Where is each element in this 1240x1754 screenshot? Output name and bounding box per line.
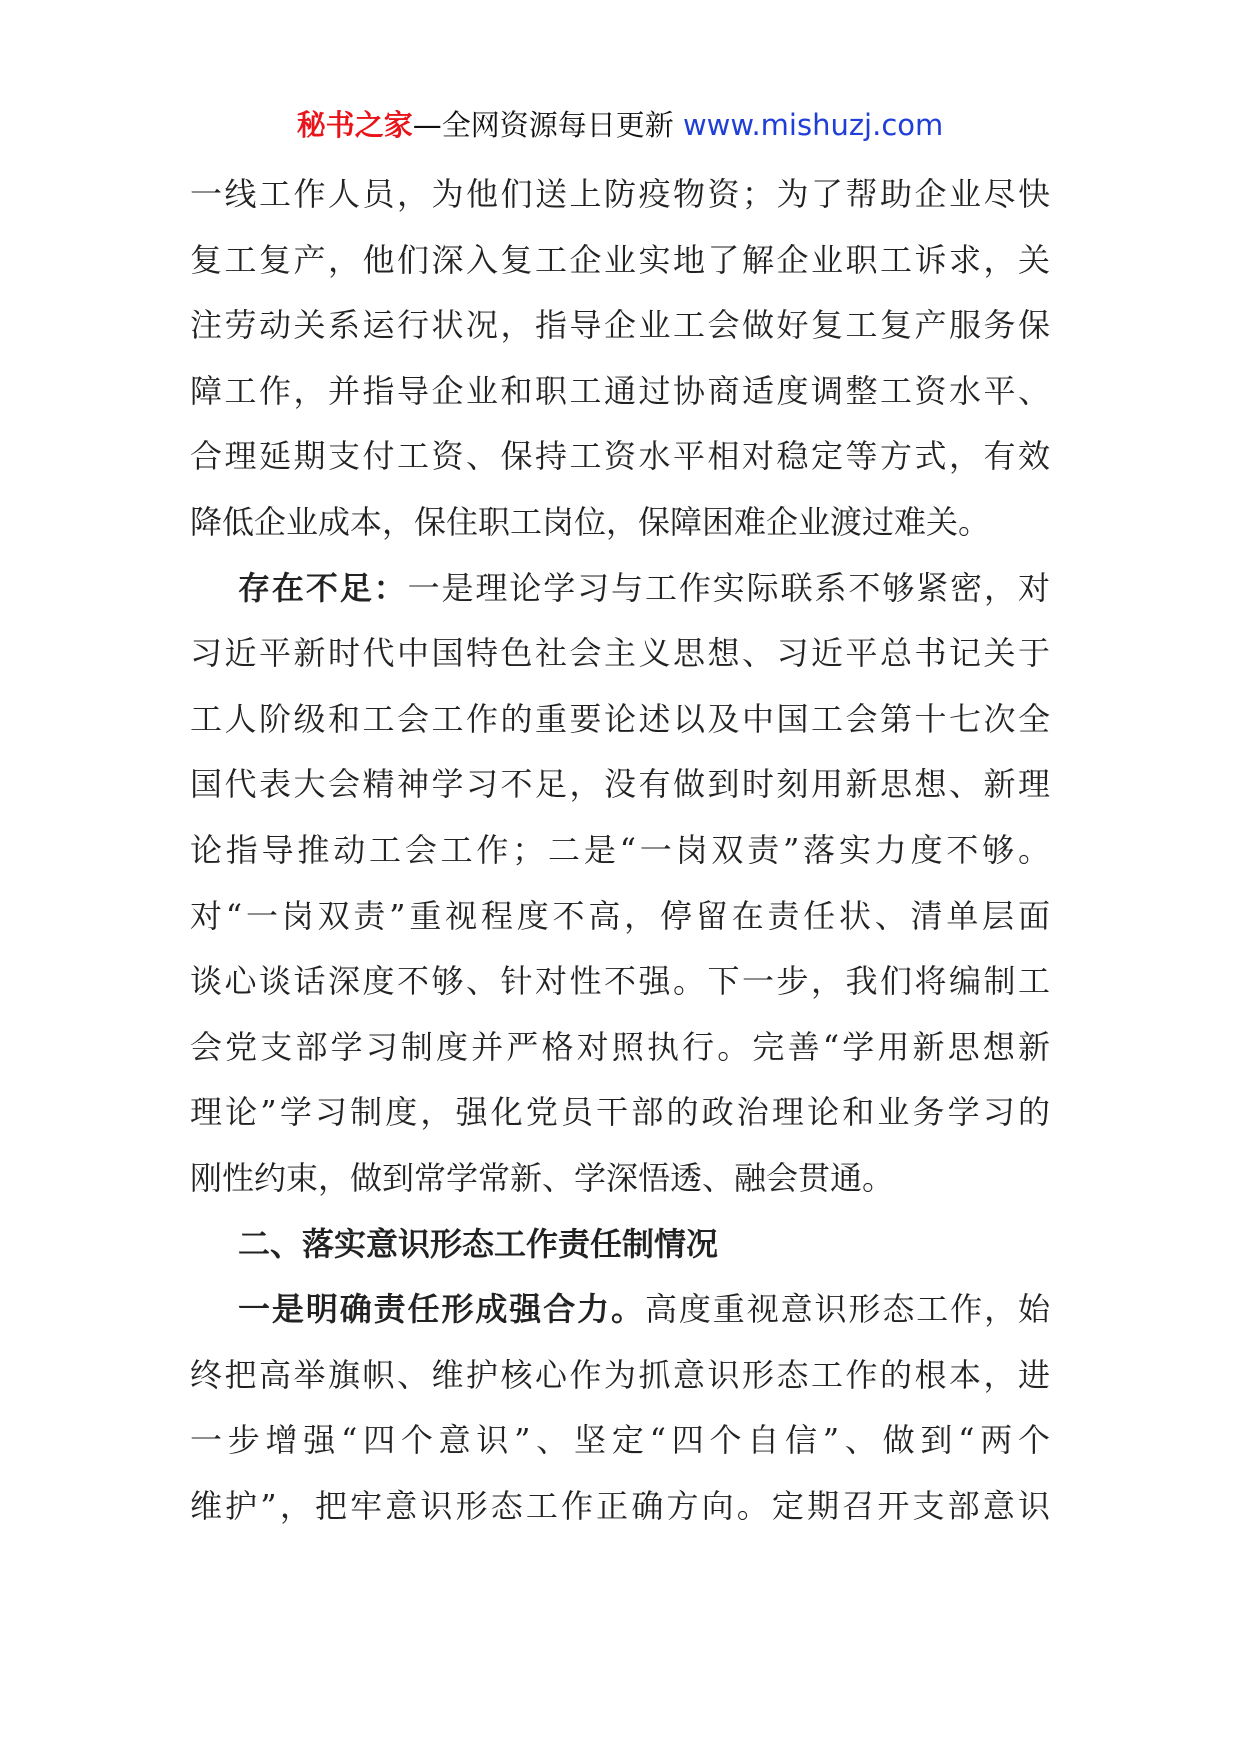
text-line: 一步增强“四个意识”、坚定“四个自信”、做到“两个: [190, 1421, 1050, 1460]
text-line: 降低企业成本，保住职工岗位，保障困难企业渡过难关。: [190, 502, 991, 541]
document-body: [190, 162, 1050, 1539]
text-line: 维护”，把牢意识形态工作正确方向。定期召开支部意识: [190, 1486, 1050, 1525]
text-line: 习近平新时代中国特色社会主义思想、习近平总书记关于: [190, 634, 1050, 673]
site-url[interactable]: www.mishuzj.com: [682, 108, 944, 142]
brand-name: 秘书之家: [296, 108, 413, 142]
header-slogan: —全网资源每日更新: [412, 108, 674, 142]
text-line: 一线工作人员，为他们送上防疫物资；为了帮助企业尽快: [190, 175, 1050, 213]
site-header: [0, 100, 1240, 150]
text-line: 理论”学习制度，强化党员干部的政治理论和业务学习的: [190, 1093, 1050, 1132]
text-line: 论指导推动工会工作；二是“一岗双责”落实力度不够。: [190, 830, 1050, 869]
paragraph-start-responsibility: 一是明确责任形成强合力。高度重视意识形态工作，始: [238, 1290, 1050, 1329]
text-line: 国代表大会精神学习不足，没有做到时刻用新思想、新理: [190, 765, 1050, 804]
text-line: 合理延期支付工资、保持工资水平相对稳定等方式，有效: [190, 437, 1050, 476]
responsibility-lead: 一是明确责任形成强合力。: [238, 1290, 645, 1329]
text-line: 对“一岗双责”重视程度不高，停留在责任状、清单层面: [190, 896, 1050, 935]
text-line: 会党支部学习制度并严格对照执行。完善“学用新思想新: [190, 1027, 1050, 1066]
text-line: 注劳动关系运行状况，指导企业工会做好复工复产服务保: [190, 306, 1050, 345]
text-line: 障工作，并指导企业和职工通过协商适度调整工资水平、: [190, 371, 1050, 410]
text-line: 终把高举旗帜、维护核心作为抓意识形态工作的根本，进: [190, 1355, 1050, 1394]
text-line: 工人阶级和工会工作的重要论述以及中国工会第十七次全: [190, 699, 1050, 738]
text-line: 谈心谈话深度不够、针对性不强。下一步，我们将编制工: [190, 962, 1050, 1001]
section-heading: 二、落实意识形态工作责任制情况: [238, 1224, 719, 1263]
shortcomings-lead: 存在不足：: [238, 568, 408, 607]
text-line: 复工复产，他们深入复工企业实地了解企业职工诉求，关: [190, 240, 1050, 279]
paragraph-start-shortcomings: 存在不足：一是理论学习与工作实际联系不够紧密，对: [238, 568, 1050, 607]
text-line: 刚性约束，做到常学常新、学深悟透、融会贯通。: [190, 1158, 895, 1197]
